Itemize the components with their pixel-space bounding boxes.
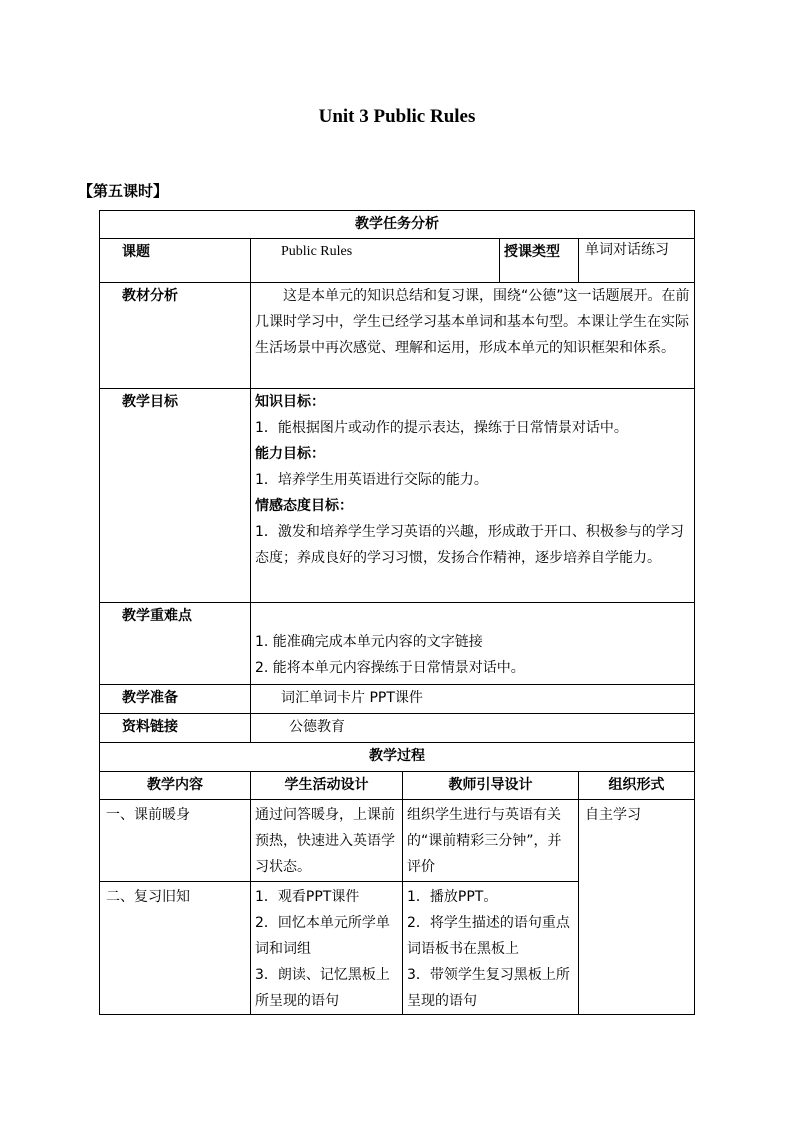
teacher-guidance: 组织学生进行与英语有关的“课前精彩三分钟”，并评价 (403, 800, 579, 882)
knowledge-goal: 1．能根据图片或动作的提示表达，操练于日常情景对话中。 (255, 420, 628, 436)
knowledge-goal-title: 知识目标： (255, 394, 325, 410)
links-label: 资料链接 (100, 714, 251, 743)
ability-goal: 1．培养学生用英语进行交际的能力。 (255, 472, 488, 488)
ability-goal-title: 能力目标： (255, 446, 325, 462)
attitude-goal-title: 情感态度目标： (255, 498, 353, 514)
lesson-label: 【第五课时】 (78, 182, 169, 200)
lesson-type-value: 单词对话练习 (579, 239, 695, 283)
material-text: 这是本单元的知识总结和复习课，围绕“公德”这一话题展开。在前几课时学习中，学生已经学习基本单词和基本句型。本课让学生在实际生活场景中再次感觉、理解和运用，形成本单元的知识框架和体系。 (251, 283, 695, 389)
lesson-type-label: 授课类型 (500, 239, 579, 283)
list-item: 2．将学生描述的语句重点词语板书在黑板上 (407, 915, 570, 957)
attitude-goal: 1．激发和培养学生学习英语的兴趣，形成敢于开口、积极参与的学习态度；养成良好的学习习惯，发扬合作精神，逐步培养自学能力。 (255, 524, 684, 566)
topic-label: 课题 (100, 239, 251, 283)
key-points-cell (251, 603, 695, 685)
col-header-content: 教学内容 (100, 772, 251, 800)
process-content: 一、课前暖身 (100, 800, 251, 882)
key-point-item: 1. 能准确完成本单元内容的文字链接 (255, 634, 483, 650)
analysis-header: 教学任务分析 (100, 211, 695, 239)
goals-cell (251, 389, 695, 603)
list-item: 2．回忆本单元所学单词和词组 (255, 915, 390, 957)
student-activity: 通过问答暖身，上课前预热，快速进入英语学习状态。 (251, 800, 403, 882)
goals-label: 教学目标 (100, 389, 251, 603)
organization-form: 自主学习 (579, 800, 695, 1015)
col-header-teacher: 教师引导设计 (403, 772, 579, 800)
links-value: 公德教育 (251, 714, 695, 743)
process-header: 教学过程 (100, 743, 695, 772)
col-header-form: 组织形式 (579, 772, 695, 800)
col-header-student: 学生活动设计 (251, 772, 403, 800)
list-item: 3．带领学生复习黑板上所呈现的语句 (407, 967, 570, 1009)
list-item: 1．播放PPT。 (407, 889, 498, 905)
list-item: 3．朗读、记忆黑板上所呈现的语句 (255, 967, 390, 1009)
key-points-label: 教学重难点 (100, 603, 251, 685)
teacher-guidance-list (403, 882, 579, 1015)
prep-value: 词汇单词卡片 PPT课件 (251, 685, 695, 714)
student-activity-list (251, 882, 403, 1015)
topic-value: Public Rules (251, 239, 500, 283)
lesson-plan-table (99, 210, 695, 1015)
document-title: Unit 3 Public Rules (318, 106, 476, 127)
key-point-item: 2. 能将本单元内容操练于日常情景对话中。 (255, 660, 525, 676)
process-content: 二、复习旧知 (100, 882, 251, 1015)
list-item: 1．观看PPT课件 (255, 889, 360, 905)
prep-label: 教学准备 (100, 685, 251, 714)
material-label: 教材分析 (100, 283, 251, 389)
